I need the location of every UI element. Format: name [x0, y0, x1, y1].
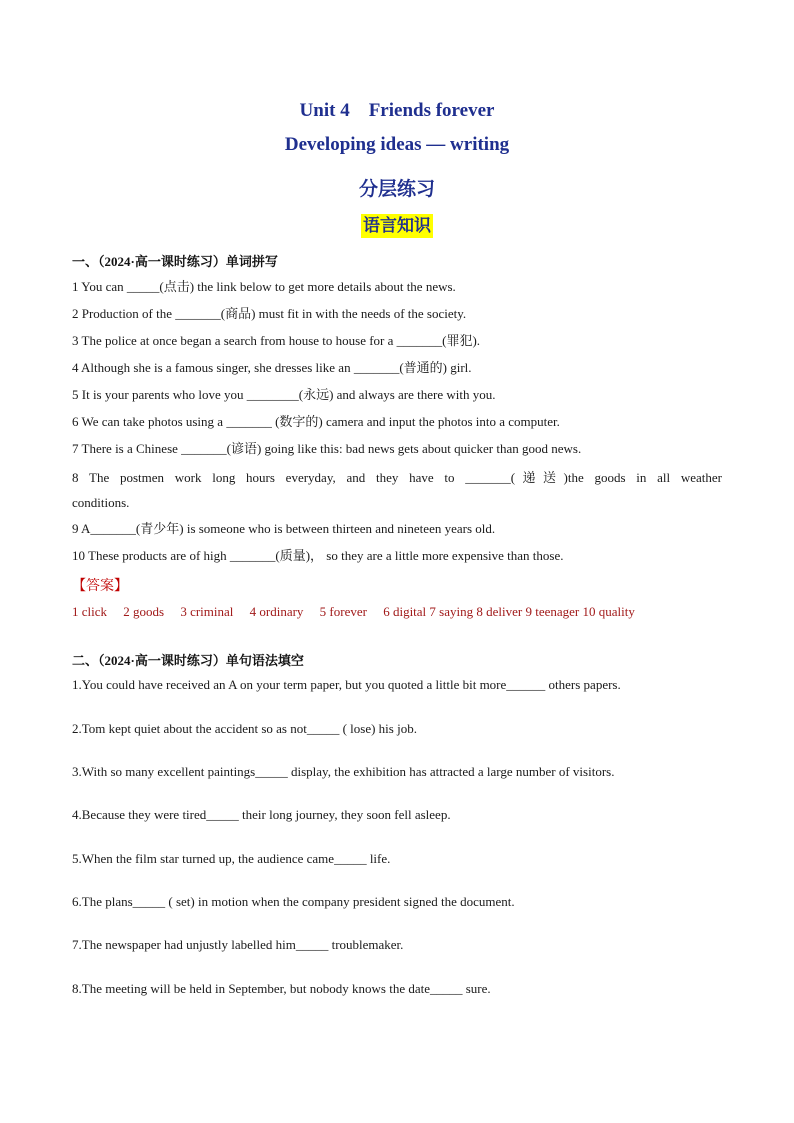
question-2-2: 2.Tom kept quiet about the accident so as not_____ ( lose) his job. [72, 721, 417, 736]
section2-heading: 二、（2024·高一课时练习）单句语法填空 [72, 653, 304, 668]
language-knowledge-badge: 语言知识 [361, 214, 433, 238]
question-1-8: 8 The postmen work long hours everyday, and they have to _______(递送)the goods in all weather [72, 470, 722, 485]
question-2-6: 6.The plans_____ ( set) in motion when the company president signed the document. [72, 894, 515, 909]
question-1-2: 2 Production of the _______(商品) must fit in with the needs of the society. [72, 306, 467, 321]
answer-key: 1 click 2 goods 3 criminal 4 ordinary 5 forever 6 digital 7 saying 8 deliver 9 teenager 10 quality [72, 604, 635, 619]
question-1-8-continued: conditions. [72, 495, 130, 510]
question-2-1: 1.You could have received an A on your term paper, but you quoted a little bit more______ others papers. [72, 677, 621, 692]
question-2-3: 3.With so many excellent paintings_____ display, the exhibition has attracted a large number of visitors. [72, 764, 615, 779]
question-1-3: 3 The police at once began a search from house to house for a _______(罪犯). [72, 333, 481, 348]
question-1-10: 10 These products are of high _______(质量)， so they are a little more expensive than those. [72, 548, 564, 563]
question-2-4: 4.Because they were tired_____ their long journey, they soon fell asleep. [72, 807, 451, 822]
badge-row [0, 214, 794, 238]
question-1-9: 9 A_______(青少年) is someone who is between thirteen and nineteen years old. [72, 521, 496, 536]
section-title: 分层练习 [358, 179, 435, 200]
lesson-subtitle: Developing ideas — writing [284, 134, 510, 155]
question-1-4: 4 Although she is a famous singer, she dresses like an _______(普通的) girl. [72, 360, 472, 375]
answer-label: 【答案】 [72, 579, 128, 594]
unit-title: Unit 4 Friends forever [299, 100, 495, 121]
question-2-7: 7.The newspaper had unjustly labelled him_____ troublemaker. [72, 937, 404, 952]
question-1-7: 7 There is a Chinese _______(谚语) going like this: bad news gets about quicker than good news. [72, 441, 582, 456]
section1-heading: 一、（2024·高一课时练习）单词拼写 [72, 254, 278, 269]
question-2-5: 5.When the film star turned up, the audience came_____ life. [72, 851, 391, 866]
question-1-5: 5 It is your parents who love you ________(永远) and always are there with you. [72, 387, 496, 402]
question-1-1: 1 You can _____(点击) the link below to get more details about the news. [72, 279, 456, 294]
question-1-6: 6 We can take photos using a _______ (数字的) camera and input the photos into a computer. [72, 414, 560, 429]
question-2-8: 8.The meeting will be held in September, but nobody knows the date_____ sure. [72, 981, 491, 996]
